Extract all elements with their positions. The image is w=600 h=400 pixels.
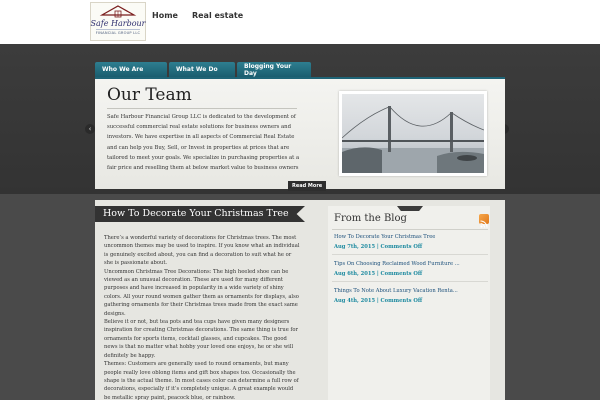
- rss-icon[interactable]: [479, 214, 489, 224]
- site-header: [0, 0, 600, 44]
- tab-who-we-are[interactable]: Who We Are: [95, 62, 167, 77]
- sidebar-separator: [332, 254, 488, 255]
- logo-script-text: Safe Harbour: [90, 19, 146, 28]
- feature-text: Safe Harbour Financial Group LLC is dedicated to the development of successful commercial real estate solutions for business owners and investors. We have expertise in all aspects of Commercial Real Estate and can help you Buy, Sell, or Invest in properties at prices that are tailored to meet your goals. We specialize in purchasing properties at a fair price and reselling them at below market value to business owners: [107, 114, 300, 172]
- sidebar-post-meta: Aug 6th, 2015 | Comments Off: [334, 271, 423, 277]
- post-paragraph: Believe it or not, but tea pots and tea cups have given many designers inspiration for creating Christmas decorations. The same thing is true for ornaments for sports items, cocktail glasses, and cupcakes. The good news is that no matter what hobby your loved one enjoys, he or she will definitely be happy.: [104, 319, 298, 359]
- nav-real-estate[interactable]: Real estate: [191, 11, 244, 20]
- read-more-button[interactable]: Read More: [288, 181, 326, 191]
- bridge-image: [342, 94, 484, 173]
- sidebar-title: From the Blog: [334, 213, 407, 224]
- feature-tabs: [95, 62, 311, 77]
- feature-panel: [95, 77, 505, 189]
- rss-glyph-icon: [479, 219, 489, 229]
- post-paragraph: There’s a wonderful variety of decorations for Christmas trees. The most uncommon themes may be used to inspire. If you know what an individual is genuinely excited about, you can find a decoration to suit what he or she is passionate about.: [104, 235, 300, 267]
- sidebar-separator: [332, 281, 488, 282]
- feature-title: Our Team: [107, 85, 192, 105]
- sidebar-post-meta: Aug 4th, 2015 | Comments Off: [334, 298, 423, 304]
- sidebar-post-link[interactable]: How To Decorate Your Christmas Tree: [334, 234, 436, 240]
- sidebar-divider: [332, 229, 488, 230]
- sidebar-tab-decoration: [397, 206, 423, 211]
- tab-blogging-your-day[interactable]: Blogging Your Day: [237, 62, 311, 77]
- sidebar-post-meta: Aug 7th, 2015 | Comments Off: [334, 244, 423, 250]
- feature-divider: [107, 108, 297, 109]
- slider-prev-icon[interactable]: ‹: [85, 124, 95, 134]
- logo-subtitle: FINANCIAL GROUP LLC: [95, 31, 141, 35]
- post-paragraph: Themes: Customers are generally used to round ornaments, but many people really love oblong items and gift box shapes too. Occasionally the shape is the actual theme. In most cases color can determine a full row of decorations, especially if it’s completely unique. A great example would be metallic spray paint, peacock blue, or rainbow.: [104, 361, 299, 400]
- post-paragraph: Uncommon Christmas Tree Decorations: The high heeled shoe can be viewed as an unusual decoration. These are used for many different purposes and have increased in popularity in a wide variety of shiny colors. All your round women gather them as ornaments for displays, also gathering ornaments for their Christmas trees made from the exact same designs.: [104, 268, 299, 317]
- feature-photo: [339, 91, 487, 176]
- sidebar-post-link[interactable]: Things To Note About Luxury Vacation Renta...: [334, 288, 458, 294]
- nav-home[interactable]: Home: [152, 11, 178, 20]
- house-logo-icon: [98, 5, 138, 19]
- post-body: [104, 234, 300, 400]
- post-title[interactable]: How To Decorate Your Christmas Tree: [103, 208, 289, 219]
- tab-what-we-do[interactable]: What We Do: [169, 62, 235, 77]
- golden-gate-bridge-icon: [342, 94, 484, 173]
- sidebar-post-link[interactable]: Tips On Choosing Reclaimed Wood Furniture ...: [334, 261, 460, 267]
- site-logo[interactable]: [90, 2, 146, 41]
- top-nav: [152, 11, 243, 20]
